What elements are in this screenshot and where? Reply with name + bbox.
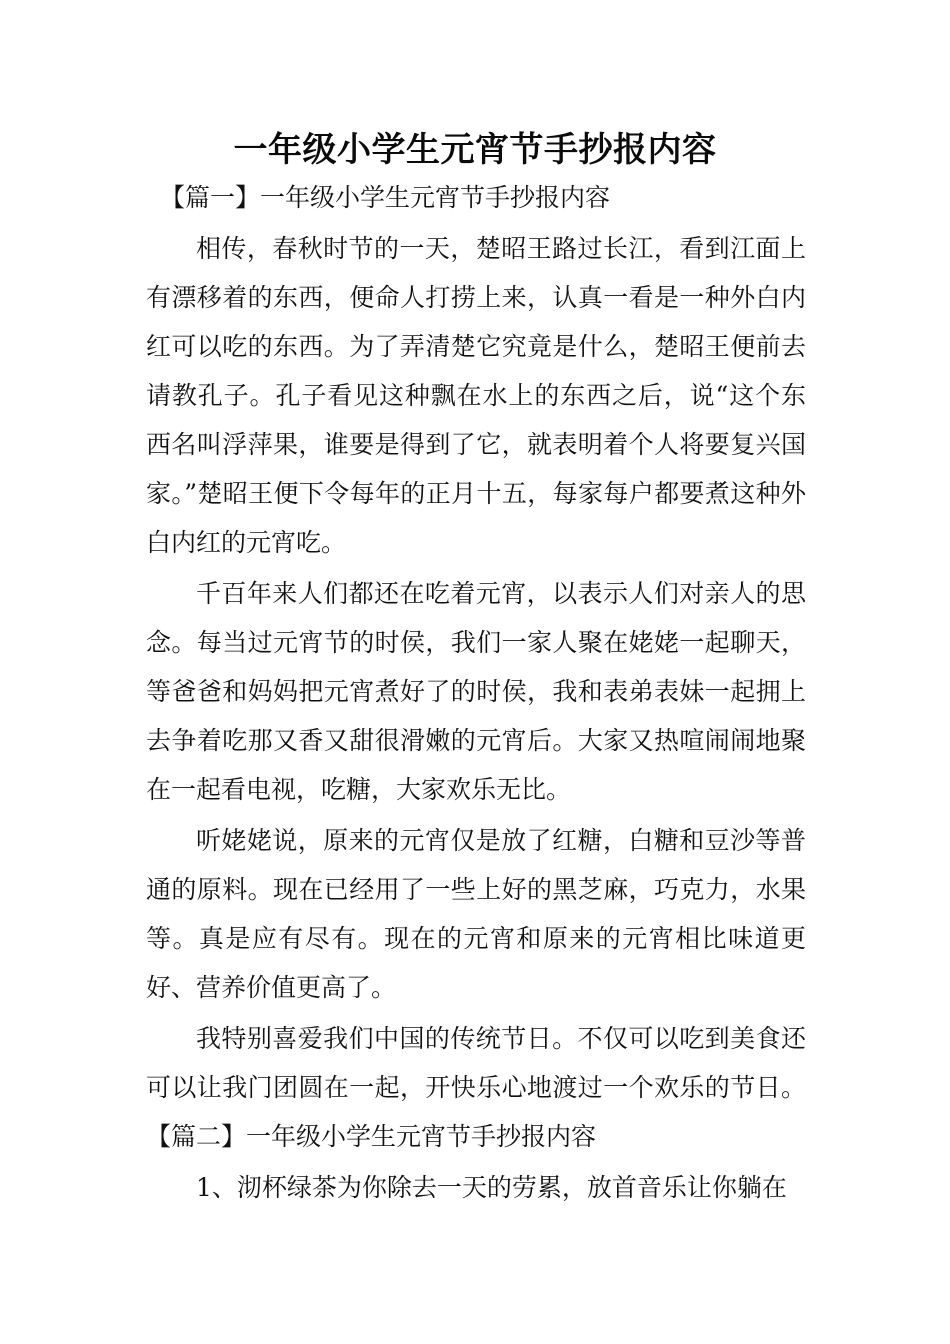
paragraph-5: 1、沏杯绿茶为你除去一天的劳累，放首音乐让你躺在 (196, 1173, 787, 1202)
document-title: 一年级小学生元宵节手抄报内容 (233, 130, 717, 170)
paragraph-1: 相传，春秋时节的一天，楚昭王路过长江，看到江面上有漂移着的东西，便命人打捞上来，认真一看是一种外白内红可以吃的东西。为了弄清楚它究竟是什么，楚昭王便前去请教孔子。孔子看见这种飘在水上的东西之后，说“这个东西名叫浮萍果，谁要是得到了它，就表明着个人将要复兴国家。”楚昭王便下令每年的正月十五，每家每户都要煮这种外白内红的元宵吃。 (146, 234, 806, 557)
paragraph-4-text: 我特别喜爱我们中国的传统节日。不仅可以吃到美食还可以让我门团圆在一起，开快乐心地渡过一个欢乐的节日。 (146, 1024, 806, 1102)
paragraph-2: 千百年来人们都还在吃着元宵，以表示人们对亲人的思念。每当过元宵节的时侯，我们一家人聚在姥姥一起聊天，等爸爸和妈妈把元宵煮好了的时侯，我和表弟表妹一起拥上去争着吃那又香又甜很滑嫩的元宵后。大家又热喧闹闹地聚在一起看电视，吃糖，大家欢乐无比。 (146, 579, 806, 804)
paragraph-4 (146, 1014, 806, 1161)
section-heading-2: 【篇二】一年级小学生元宵节手抄报内容 (146, 1122, 597, 1151)
section-heading-1: 【篇一】一年级小学生元宵节手抄报内容 (160, 183, 611, 212)
paragraph-3: 听姥姥说，原来的元宵仅是放了红糖，白糖和豆沙等普通的原料。现在已经用了一些上好的黑芝麻，巧克力，水果等。真是应有尽有。现在的元宵和原来的元宵相比味道更好、营养价值更高了。 (146, 826, 806, 1002)
document-body (146, 224, 806, 1214)
